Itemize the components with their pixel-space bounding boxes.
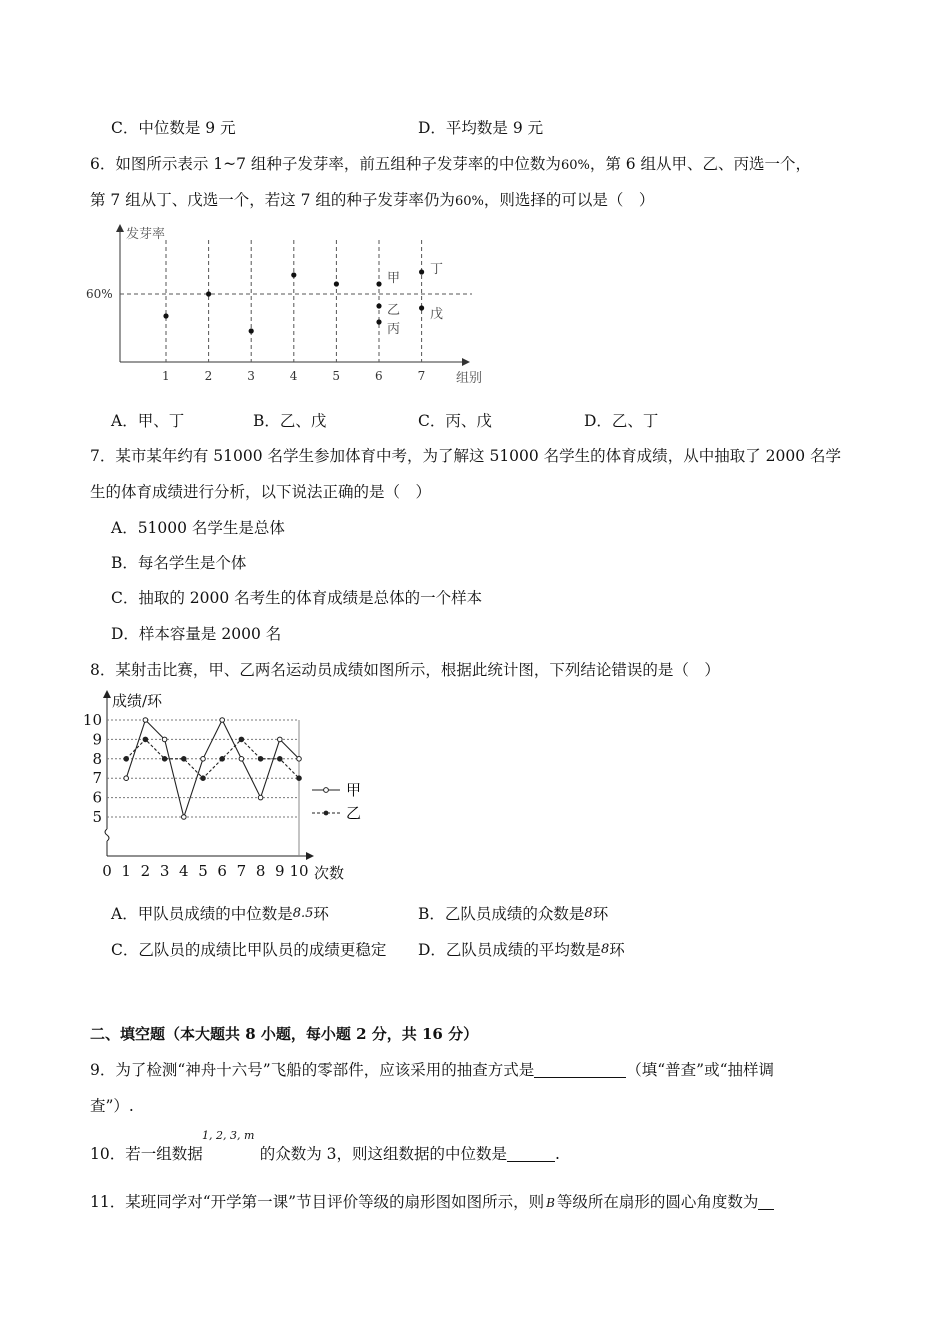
q11-variable: B: [546, 1196, 555, 1210]
q9-line1: [90, 1060, 774, 1080]
q6-reference-label: 60%: [86, 287, 113, 301]
q6-x-label: 组别: [456, 371, 483, 386]
q10-line: [90, 1144, 560, 1164]
q6-point-group1: [163, 313, 168, 318]
q6-point-bing: [376, 319, 381, 324]
q8-series-jia-point-1: [124, 776, 129, 781]
q7-option-b: B．每名学生是个体: [111, 554, 247, 572]
q11-line: [90, 1192, 774, 1213]
q8-xtick-5: 5: [198, 862, 208, 880]
q8-xtick-7: 7: [236, 862, 247, 880]
q5-option-c: C．中位数是 9 元: [111, 119, 236, 137]
q8-legend-yi-label: 乙: [346, 804, 362, 822]
q8-xtick-1: 1: [121, 862, 131, 880]
q6-point-yi: [376, 303, 381, 308]
q8-ytick-9: 9: [92, 730, 102, 749]
section2-title: 二、填空题（本大题共 8 小题，每小题 2 分，共 16 分）: [90, 1025, 479, 1043]
q6-tick-5: 5: [332, 369, 341, 383]
q6-y-label: 发芽率: [126, 227, 166, 242]
q6-label-ding: 丁: [430, 262, 444, 277]
q6-stem-text-c: 第 7 组从丁、戊选一个，若这 7 组的种子发芽率仍为: [90, 191, 455, 209]
q8-series-yi-point-10: [297, 776, 302, 781]
q8-x-label: 次数: [314, 864, 345, 882]
q8-series-yi-point-6: [220, 757, 225, 762]
q8-stem: 8．某射击比赛，甲、乙两名运动员成绩如图所示，根据此统计图，下列结论错误的是（ ）: [90, 661, 720, 679]
q8-option-b-unit: 环: [592, 905, 609, 923]
q7-option-c: C．抽取的 2000 名考生的体育成绩是总体的一个样本: [111, 589, 483, 607]
q8-series-jia-point-4: [182, 815, 187, 820]
q8-xtick-2: 2: [140, 862, 151, 880]
q6-point-group5: [334, 281, 339, 286]
q8-series-yi-point-9: [278, 757, 283, 762]
q8-option-a: [111, 904, 329, 924]
q9-answer-blank[interactable]: [534, 1061, 626, 1078]
q8-series-jia-point-10: [297, 757, 302, 762]
q6-label-bing: 丙: [387, 322, 401, 337]
q8-option-a-value: 8.5: [292, 906, 314, 921]
q8-xtick-9: 9: [275, 862, 285, 880]
q6-point-group3: [249, 328, 254, 333]
q6-label-wu: 戊: [430, 307, 444, 322]
q10-answer-blank[interactable]: [507, 1145, 555, 1162]
q10-text-a: 10．若一组数据: [90, 1145, 203, 1163]
q7-stem-line2: 生的体育成绩进行分析，以下说法正确的是（ ）: [90, 483, 432, 501]
q8-xtick-4: 4: [179, 862, 189, 880]
q8-option-a-unit: 环: [313, 905, 329, 923]
q8-series-jia-line: [126, 720, 299, 817]
q11-text-b: 等级所在扇形的圆心角度数为: [556, 1193, 759, 1211]
q8-legend-jia-marker: [324, 788, 329, 793]
q6-label-jia: 甲: [387, 271, 401, 286]
q6-point-wu: [419, 305, 424, 310]
q8-series-yi-point-3: [162, 757, 167, 762]
q6-tick-2: 2: [204, 369, 213, 383]
q6-percent-2: 60%: [454, 194, 484, 209]
q11-text-a: 11．某班同学对“开学第一课”节目评价等级的扇形图如图所示，则: [90, 1193, 545, 1211]
q8-series-yi-point-2: [143, 737, 148, 742]
q6-label-yi: 乙: [387, 303, 401, 318]
q6-stem-text-b: ，第 6 组从甲、乙、丙选一个，: [589, 155, 812, 173]
q8-series-jia-point-9: [278, 737, 283, 742]
q8-axis-break: [105, 829, 109, 841]
q8-xtick-3: 3: [159, 862, 170, 880]
q8-ytick-8: 8: [92, 749, 102, 768]
q8-series-jia-point-8: [258, 795, 263, 800]
q6-tick-6: 6: [375, 369, 383, 383]
q6-point-ding: [419, 269, 424, 274]
q8-ytick-7: 7: [92, 769, 102, 788]
q10-text-b: 的众数为 3，则这组数据的中位数是: [259, 1145, 508, 1163]
q8-score-line-chart: [82, 686, 380, 886]
q8-series-yi-point-5: [201, 776, 206, 781]
q8-ytick-10: 10: [82, 711, 102, 729]
q8-ytick-6: 6: [92, 788, 102, 807]
q8-option-c: C．乙队员的成绩比甲队员的成绩更稳定: [111, 941, 387, 959]
q6-option-a: A．甲、丁: [111, 412, 185, 430]
q8-series-jia-point-7: [239, 757, 244, 762]
q8-series-jia-point-3: [162, 737, 167, 742]
q8-option-d-unit: 环: [609, 941, 625, 959]
q8-xtick-8: 8: [255, 862, 266, 880]
q6-option-d: D．乙、丁: [584, 412, 659, 430]
q8-option-b-value: 8: [584, 906, 593, 921]
q6-option-c: C．丙、戊: [418, 412, 492, 430]
q8-series-yi-point-7: [239, 737, 244, 742]
q10-text-c: .: [555, 1145, 560, 1163]
q11-answer-blank[interactable]: [758, 1193, 774, 1210]
q10-data-set: 1, 2, 3, m: [202, 1129, 255, 1142]
q8-legend: [312, 781, 361, 822]
q9-line2: 查”）.: [90, 1097, 134, 1115]
q6-point-jia: [376, 281, 381, 286]
q8-option-b: [418, 904, 608, 924]
q6-stem-line1: [90, 154, 811, 176]
q6-point-group2: [206, 291, 211, 296]
q8-option-b-text: B．乙队员成绩的众数是: [418, 905, 585, 923]
q8-option-a-text: A．甲队员成绩的中位数是: [111, 905, 293, 923]
q8-series-jia-point-6: [220, 718, 225, 723]
q6-tick-3: 3: [247, 369, 255, 383]
q8-series-yi-point-1: [124, 757, 129, 762]
q8-legend-yi-marker: [324, 811, 329, 816]
q8-option-d-value: 8: [600, 942, 610, 957]
q7-stem-line1: 7．某市某年约有 51000 名学生参加体育中考，为了解这 51000 名学生的体育成绩，从中抽取了 2000 名学: [90, 447, 841, 465]
q6-percent: 60%: [560, 158, 590, 173]
q7-option-a: A．51000 名学生是总体: [111, 519, 285, 537]
q6-stem-line2: [90, 190, 654, 212]
q7-option-d: D．样本容量是 2000 名: [111, 625, 282, 643]
q6-tick-4: 4: [289, 369, 298, 383]
q8-xtick-0: 0: [102, 862, 112, 880]
q9-text-b: （填“普查”或“抽样调: [626, 1061, 774, 1079]
q6-tick-7: 7: [417, 369, 426, 383]
q8-y-label: 成绩/环: [112, 692, 163, 710]
q6-stem-text-a: 6．如图所示表示 1~7 组种子发芽率，前五组种子发芽率的中位数为: [90, 155, 561, 173]
q5-option-d: D．平均数是 9 元: [418, 119, 544, 137]
q8-option-d-text: D．乙队员成绩的平均数是: [418, 941, 601, 959]
q8-series-jia-point-2: [143, 718, 148, 723]
q6-option-b: B．乙、戊: [253, 412, 327, 430]
q8-ytick-5: 5: [92, 808, 102, 826]
q8-xtick-10: 10: [289, 862, 309, 880]
q6-tick-1: 1: [162, 369, 170, 383]
q8-xtick-6: 6: [217, 862, 227, 880]
q8-series-yi-point-4: [182, 757, 187, 762]
q6-point-group4: [291, 272, 296, 277]
q6-germination-chart: [80, 218, 500, 390]
q8-legend-jia-label: 甲: [346, 781, 362, 799]
q8-series-yi-point-8: [258, 757, 263, 762]
q8-series-jia-point-5: [201, 757, 206, 762]
q8-option-d: [418, 940, 625, 960]
q9-text-a: 9．为了检测“神舟十六号”飞船的零部件，应该采用的抽查方式是: [90, 1061, 535, 1079]
q6-stem-text-d: ，则选择的可以是（ ）: [483, 191, 655, 209]
